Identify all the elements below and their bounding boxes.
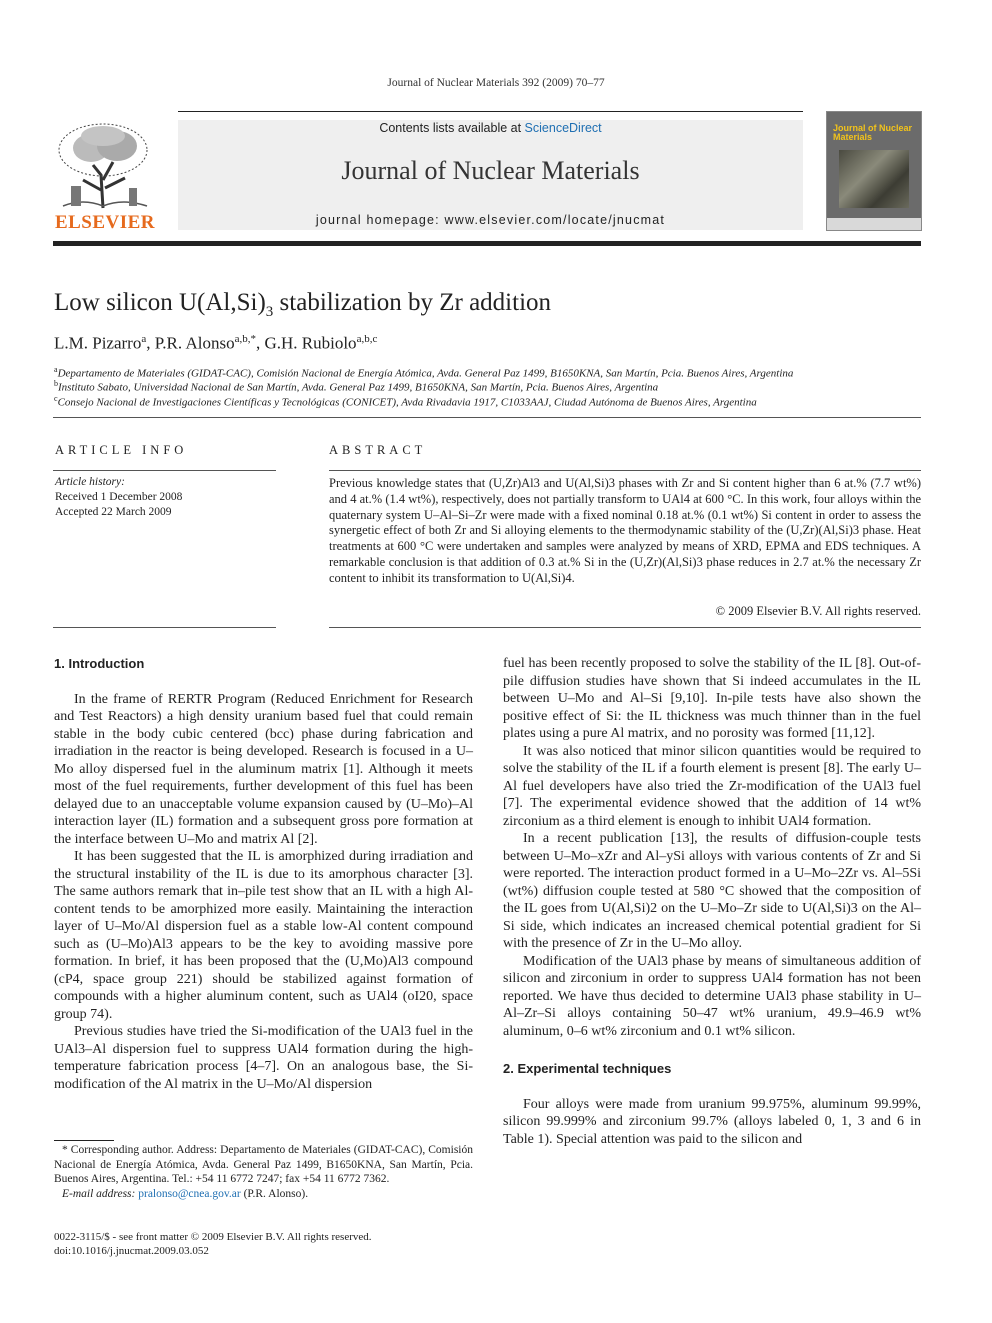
paragraph: In a recent publication [13], the results of diffusion-couple tests between U–Mo–xZr and Al–ySi alloys with various contents of Zr and Si were reported. The interaction product formed in a U–Mo–2Zr vs. Al–5Si (wt%) diffusion couple tested at 580 °C showed that the composition of the IL goes from U(Al,Si)2 on the U–Mo–Zr side to U(Al,Si)3 on the Al–Si side, which indicates an increased chemical potential gradient for Si with the presence of Zr in the U–Mo alloy.	[503, 831, 921, 951]
email-label: E-mail address:	[62, 1187, 136, 1200]
abstract-rule	[329, 470, 921, 471]
header-rule-thick	[53, 241, 921, 246]
author-list: L.M. Pizarro$^a$, P.R. Alonso$^{a,b,*}$, G.H. Rubiolo$^{a,b,c}$	[54, 333, 378, 353]
header-rule-top	[178, 111, 803, 112]
author-affil-mark: a	[141, 333, 147, 345]
doi-line[interactable]: doi:10.1016/j.jnucmat.2009.03.052	[54, 1245, 209, 1257]
affiliation-mark: c	[54, 394, 58, 403]
title-block-rule	[53, 417, 921, 418]
received-date: Received 1 December 2008	[55, 491, 183, 503]
cover-image	[839, 150, 909, 208]
journal-reference: Journal of Nuclear Materials 392 (2009) 70–77	[387, 77, 605, 89]
article-info-label: ARTICLE INFO	[55, 443, 188, 457]
email-suffix: (P.R. Alonso).	[243, 1187, 309, 1200]
affiliation-a	[54, 365, 793, 380]
section-heading: 1. Introduction	[54, 656, 145, 671]
author-name: G.H. Rubiolo	[264, 333, 357, 353]
article-info-rule	[53, 470, 276, 471]
page-footer	[54, 1230, 372, 1258]
email-line	[54, 1187, 473, 1202]
affiliation-mark: a	[54, 365, 58, 374]
affiliation-b	[54, 379, 658, 394]
paragraph: fuel has been recently proposed to solve the stability of the IL [8]. Out-of-pile diffusion studies have shown that Si indeed accumulates in the IL between U–Mo and Al–Si [9,10]. In-pile tests have also shown the positive effect of Si: the IL thickness was much thinner than in the fuel plates using a pure Al matrix, and no porosity was formed [11,12].	[503, 656, 921, 741]
author-affil-mark: a,b,c	[356, 333, 378, 345]
sciencedirect-link[interactable]: ScienceDirect	[524, 121, 602, 135]
abstract-text: Previous knowledge states that (U,Zr)Al3 and U(Al,Si)3 phases with Zr and Si content higher than 6 at.% (7.7 wt%) and 4 at.% (1.4 wt%), respectively, does not partially transform to UAl4 at 600 °C. In this work, four alloys within the quaternary system U–Al–Si–Zr were made with a fixed nominal 0.18 at.% (0.1 wt%) Si content in order to assess the synergetic effect of both Zr and Si alloying elements to the thermodynamic stability of the (U,Zr)(Al,Si)3 phase. Heat treatments at 600 °C were undertaken and samples were analyzed by means of XRD, EPMA and EDS techniques. A remarkable conclusion is that addition of 0.3 at.% Si in the (U,Zr)(Al,Si)3 phase reduces in 2.7 at.% the necessary Zr content to inhibit its transformation to U(Al,Si)4.	[329, 476, 921, 585]
front-matter-line: 0022-3115/$ - see front matter © 2009 Elsevier B.V. All rights reserved.	[54, 1231, 372, 1243]
author-affil-mark: a,b,*	[234, 333, 256, 345]
cover-footer	[827, 218, 921, 230]
journal-title: Journal of Nuclear Materials	[341, 156, 640, 185]
paragraph: Modification of the UAl3 phase by means of simultaneous addition of silicon and zirconium in order to suppress UAl4 formation has not been reported. We have thus decided to determine UAl3 phase stability in U–Al–Zr–Si alloys containing 50–47 wt% uranium, 49.9–46.9 wt% aluminum, 0–6 wt% zirconium and 0.1 wt% silicon.	[503, 953, 921, 1039]
accepted-date: Accepted 22 March 2009	[55, 506, 172, 518]
left-column	[54, 655, 473, 1093]
affiliation-mark: b	[54, 379, 58, 388]
contents-prefix: Contents lists available at	[379, 121, 525, 135]
abstract-rule-bottom	[329, 627, 921, 628]
corresponding-author-note	[54, 1143, 473, 1201]
section-heading: 2. Experimental techniques	[503, 1061, 672, 1076]
paragraph: Previous studies have tried the Si-modification of the UAl3 fuel in the UAl3–Al dispersion fuel to suppress UAl4 formation during the high-temperature fabrication process [4–7]. On an analogous base, the Si-modification of the Al matrix in the U–Mo/Al dispersion	[54, 1024, 473, 1092]
email-link[interactable]: pralonso@cnea.gov.ar	[138, 1187, 241, 1200]
affiliation-text: Instituto Sabato, Universidad Nacional de San Martín, Avda. General Paz 1499, B1650KNA, San Martín, Pcia. Buenos Aires, Argentina	[58, 381, 659, 394]
journal-cover-thumbnail	[826, 111, 922, 231]
journal-homepage[interactable]: journal homepage: www.elsevier.com/locate/jnucmat	[315, 213, 666, 227]
right-column	[503, 655, 921, 1148]
elsevier-wordmark: ELSEVIER	[54, 212, 156, 233]
affiliation-text: Departamento de Materiales (GIDAT-CAC), Comisión Nacional de Energía Atómica, Avda. General Paz 1499, B1650KNA, San Martín, Pcia. Buenos Aires, Argentina	[57, 367, 794, 380]
paragraph: It has been suggested that the IL is amorphized during irradiation and the structural instability of the IL is due to its amorphous character [3]. The same authors remark that in–pile test show that an IL with a high Al-content tends to be amorphized more easily. Maintaining the interaction layer of U–Mo/Al dispersion fuel as a stable low-Al content compound such as (U–Mo)Al3 appears to be the key to avoiding massive pore formation. In brief, it has been proposed that the (U,Mo)Al3 compound (cP4, space group 221) should be stabilized against formation of compounds with a higher aluminum content, such as UAl4 (oI20, space group 74).	[54, 849, 473, 1022]
history-label: Article history:	[55, 476, 125, 488]
article-title: Low silicon $U(Al,Si)_3$ stabilization by Zr addition	[54, 289, 552, 320]
article-info-rule-bottom	[53, 627, 276, 628]
abstract-label: ABSTRACT	[329, 443, 427, 457]
paragraph: Four alloys were made from uranium 99.975%, aluminum 99.99%, silicon 99.999% and zirconium 99.7% (alloys labeled 0, 1, 3 and 6 in Table 1). Special attention was paid to the silicon and	[503, 1096, 921, 1147]
author-name: L.M. Pizarro	[54, 333, 142, 353]
corresponding-author-text: * Corresponding author. Address: Departamento de Materiales (GIDAT-CAC), Comisión Nacional de Energía Atómica, Avda. General Paz 1499, B1650KNA, San Martín, Pcia. Buenos Aires, Argentina. Tel.: +54 11 6772 7247; fax +54 11 6772 7362.	[54, 1144, 473, 1185]
paragraph: It was also noticed that minor silicon quantities would be required to solve the stability of the IL if a fourth element is present [8]. The early U–Al fuel developers have also tried the Zr-modification of the UAl3 fuel [7]. The experimental evidence showed that the addition of 14 wt% zirconium as a third element is enough to inhibit UAl4 formation.	[503, 743, 921, 829]
affiliation-text: Consejo Nacional de Investigaciones Científicas y Tecnológicas (CONICET), Avda Rivadavia 1917, C1033AAJ, Ciudad Autónoma de Buenos Aires, Argentina	[57, 396, 757, 409]
contents-line	[178, 121, 803, 135]
footnote-rule	[54, 1140, 114, 1141]
affiliation-c	[54, 394, 757, 409]
article-history	[55, 475, 182, 520]
author-name: P.R. Alonso	[154, 333, 235, 353]
abstract-copyright: © 2009 Elsevier B.V. All rights reserved.	[715, 604, 921, 618]
paragraph: In the frame of RERTR Program (Reduced Enrichment for Research and Test Reactors) a high density uranium based fuel that could remain stable in the body cubic centered (bcc) phase during fabrication and irradiation in the reactor is being developed. Research is focused in a U–Mo alloy dispersed fuel in the aluminum matrix [1]. Although it meets most of the fuel requirements, further development of this fuel has been delayed due to an unacceptable volume expansion caused by (U–Mo)–Al interaction layer (IL) formation and a subsequent gross pore formation at the interface between U–Mo and matrix Al [2].	[54, 691, 473, 847]
cover-title: Journal of Nuclear Materials	[833, 123, 913, 142]
